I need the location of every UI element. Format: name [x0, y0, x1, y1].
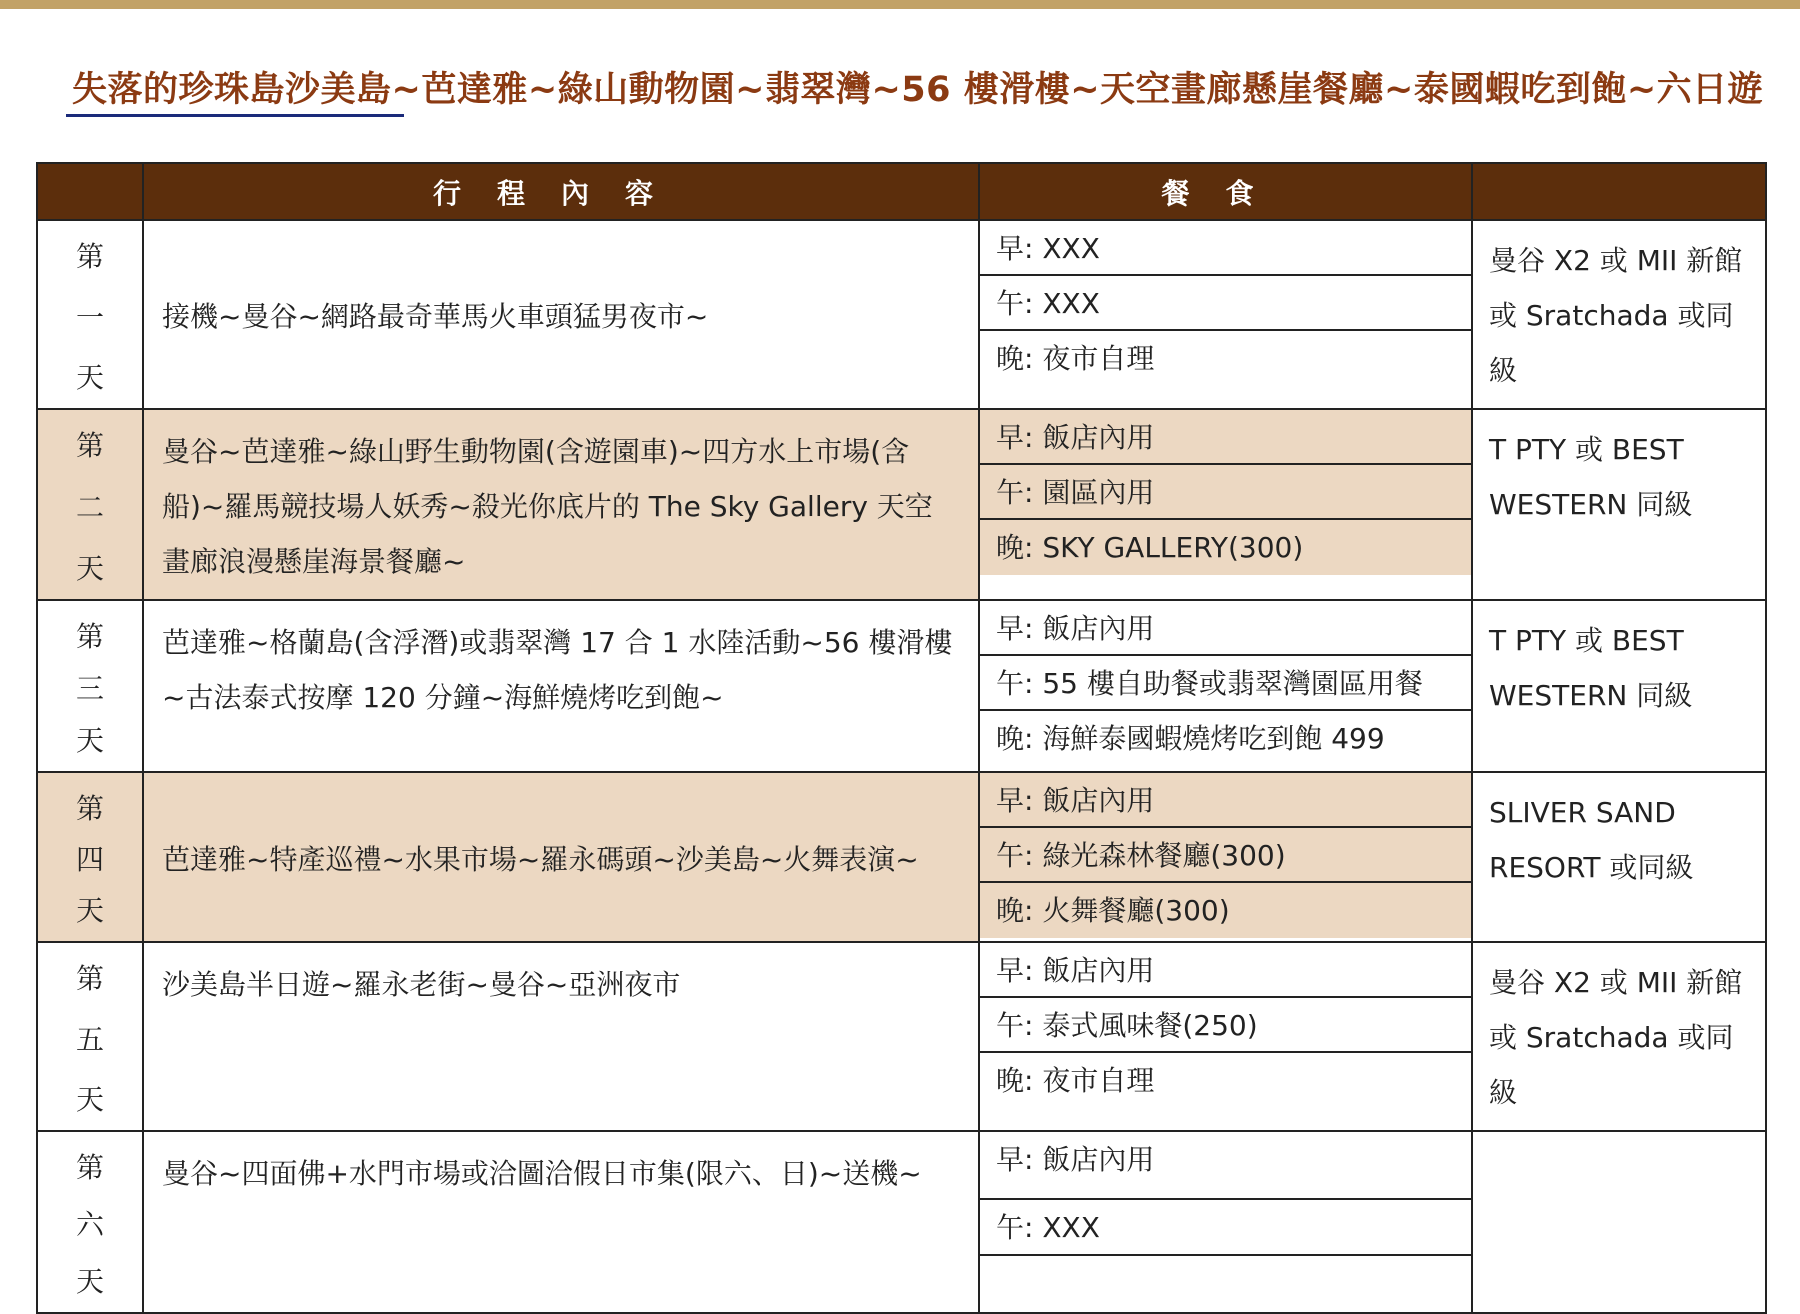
route-cell: 曼谷~芭達雅~綠山野生動物園(含遊園車)~四方水上市場(含船)~羅馬競技場人妖秀~殺光你底片的 The Sky Gallery 天空畫廊浪漫懸崖海景餐廳~	[143, 409, 979, 600]
day-char: 第	[75, 620, 104, 653]
day-cell	[37, 942, 143, 1131]
day-char: 第	[75, 792, 104, 825]
day-cell	[37, 1131, 143, 1313]
meal-dinner: 晚: 火舞餐廳(300)	[980, 883, 1471, 938]
day-char: 天	[75, 724, 104, 757]
day-cell	[37, 409, 143, 600]
day-char: 第	[75, 962, 104, 995]
meal-breakfast: 早: 飯店內用	[980, 1132, 1471, 1200]
meal-dinner: 晚: 夜市自理	[996, 1064, 1155, 1097]
table-row	[37, 220, 1766, 409]
itinerary-table	[36, 162, 1767, 1314]
meals-cell	[979, 220, 1472, 409]
meals-cell	[979, 1131, 1472, 1313]
header-meals: 餐食	[979, 163, 1472, 220]
top-border-bar	[0, 0, 1800, 9]
day-char: 天	[75, 1083, 104, 1116]
hotel-cell: SLIVER SAND RESORT 或同級	[1472, 772, 1766, 942]
meal-dinner: 晚: 海鮮泰國蝦燒烤吃到飽 499	[996, 722, 1385, 755]
day-char: 天	[75, 552, 104, 585]
day-char: 四	[75, 843, 104, 876]
day-char: 三	[75, 672, 104, 705]
table-header-row	[37, 163, 1766, 220]
meals-cell	[979, 772, 1472, 942]
meal-breakfast: 早: 飯店內用	[980, 773, 1471, 828]
table-row	[37, 1131, 1766, 1313]
meal-dinner	[980, 1256, 1471, 1311]
route-cell: 曼谷~四面佛+水門市場或洽圖洽假日市集(限六、日)~送機~	[143, 1131, 979, 1313]
meal-lunch: 午: XXX	[980, 1200, 1471, 1256]
day-cell	[37, 220, 143, 409]
day-char: 五	[75, 1022, 104, 1056]
table-row	[37, 409, 1766, 600]
hotel-cell: T PTY 或 BEST WESTERN 同級	[1472, 409, 1766, 600]
meal-lunch: 午: 泰式風味餐(250)	[980, 998, 1471, 1053]
day-char: 天	[75, 361, 104, 394]
hotel-cell: 曼谷 X2 或 MII 新館或 Sratchada 或同級	[1472, 942, 1766, 1131]
table-row	[37, 600, 1766, 772]
meal-breakfast: 早: 飯店內用	[980, 410, 1471, 465]
meals-cell	[979, 600, 1472, 772]
day-char: 第	[75, 1151, 104, 1184]
page-title: 失落的珍珠島沙美島~芭達雅~綠山動物園~翡翠灣~56 樓滑樓~天空畫廊懸崖餐廳~泰國蝦吃到飽~六日遊	[72, 70, 1764, 110]
header-day	[37, 163, 143, 220]
hotel-cell: 曼谷 X2 或 MII 新館或 Sratchada 或同級	[1472, 220, 1766, 409]
route-cell: 芭達雅~格蘭島(含浮潛)或翡翠灣 17 合 1 水陸活動~56 樓滑樓~古法泰式按摩 120 分鐘~海鮮燒烤吃到飽~	[143, 600, 979, 772]
day-char: 六	[75, 1208, 104, 1241]
meals-cell	[979, 409, 1472, 600]
day-char: 第	[75, 429, 104, 462]
meal-dinner: 晚: 夜市自理	[996, 342, 1155, 375]
meals-cell	[979, 942, 1472, 1131]
meal-dinner: 晚: SKY GALLERY(300)	[980, 520, 1471, 575]
route-cell: 沙美島半日遊~羅永老街~曼谷~亞洲夜市	[143, 942, 979, 1131]
day-char: 第	[75, 240, 104, 273]
day-char: 一	[75, 300, 104, 334]
header-hotel	[1472, 163, 1766, 220]
meal-breakfast: 早: 飯店內用	[980, 601, 1471, 656]
meal-lunch: 午: XXX	[980, 276, 1471, 331]
meal-breakfast: 早: XXX	[980, 221, 1471, 276]
day-char: 二	[75, 490, 104, 524]
route-cell: 接機~曼谷~網路最奇華馬火車頭猛男夜市~	[143, 220, 979, 409]
meal-lunch: 午: 園區內用	[980, 465, 1471, 520]
header-itinerary: 行程內容	[143, 163, 979, 220]
day-cell	[37, 772, 143, 942]
day-char: 天	[75, 894, 104, 927]
day-cell	[37, 600, 143, 772]
meal-breakfast: 早: 飯店內用	[980, 943, 1471, 998]
meal-lunch: 午: 綠光森林餐廳(300)	[980, 828, 1471, 883]
hotel-cell	[1472, 1131, 1766, 1313]
hotel-cell: T PTY 或 BEST WESTERN 同級	[1472, 600, 1766, 772]
table-row	[37, 942, 1766, 1131]
table-row	[37, 772, 1766, 942]
day-char: 天	[75, 1265, 104, 1298]
route-cell: 芭達雅~特產巡禮~水果市場~羅永碼頭~沙美島~火舞表演~	[143, 772, 979, 942]
meal-lunch: 午: 55 樓自助餐或翡翠灣園區用餐	[980, 656, 1471, 711]
title-underline	[66, 114, 404, 117]
